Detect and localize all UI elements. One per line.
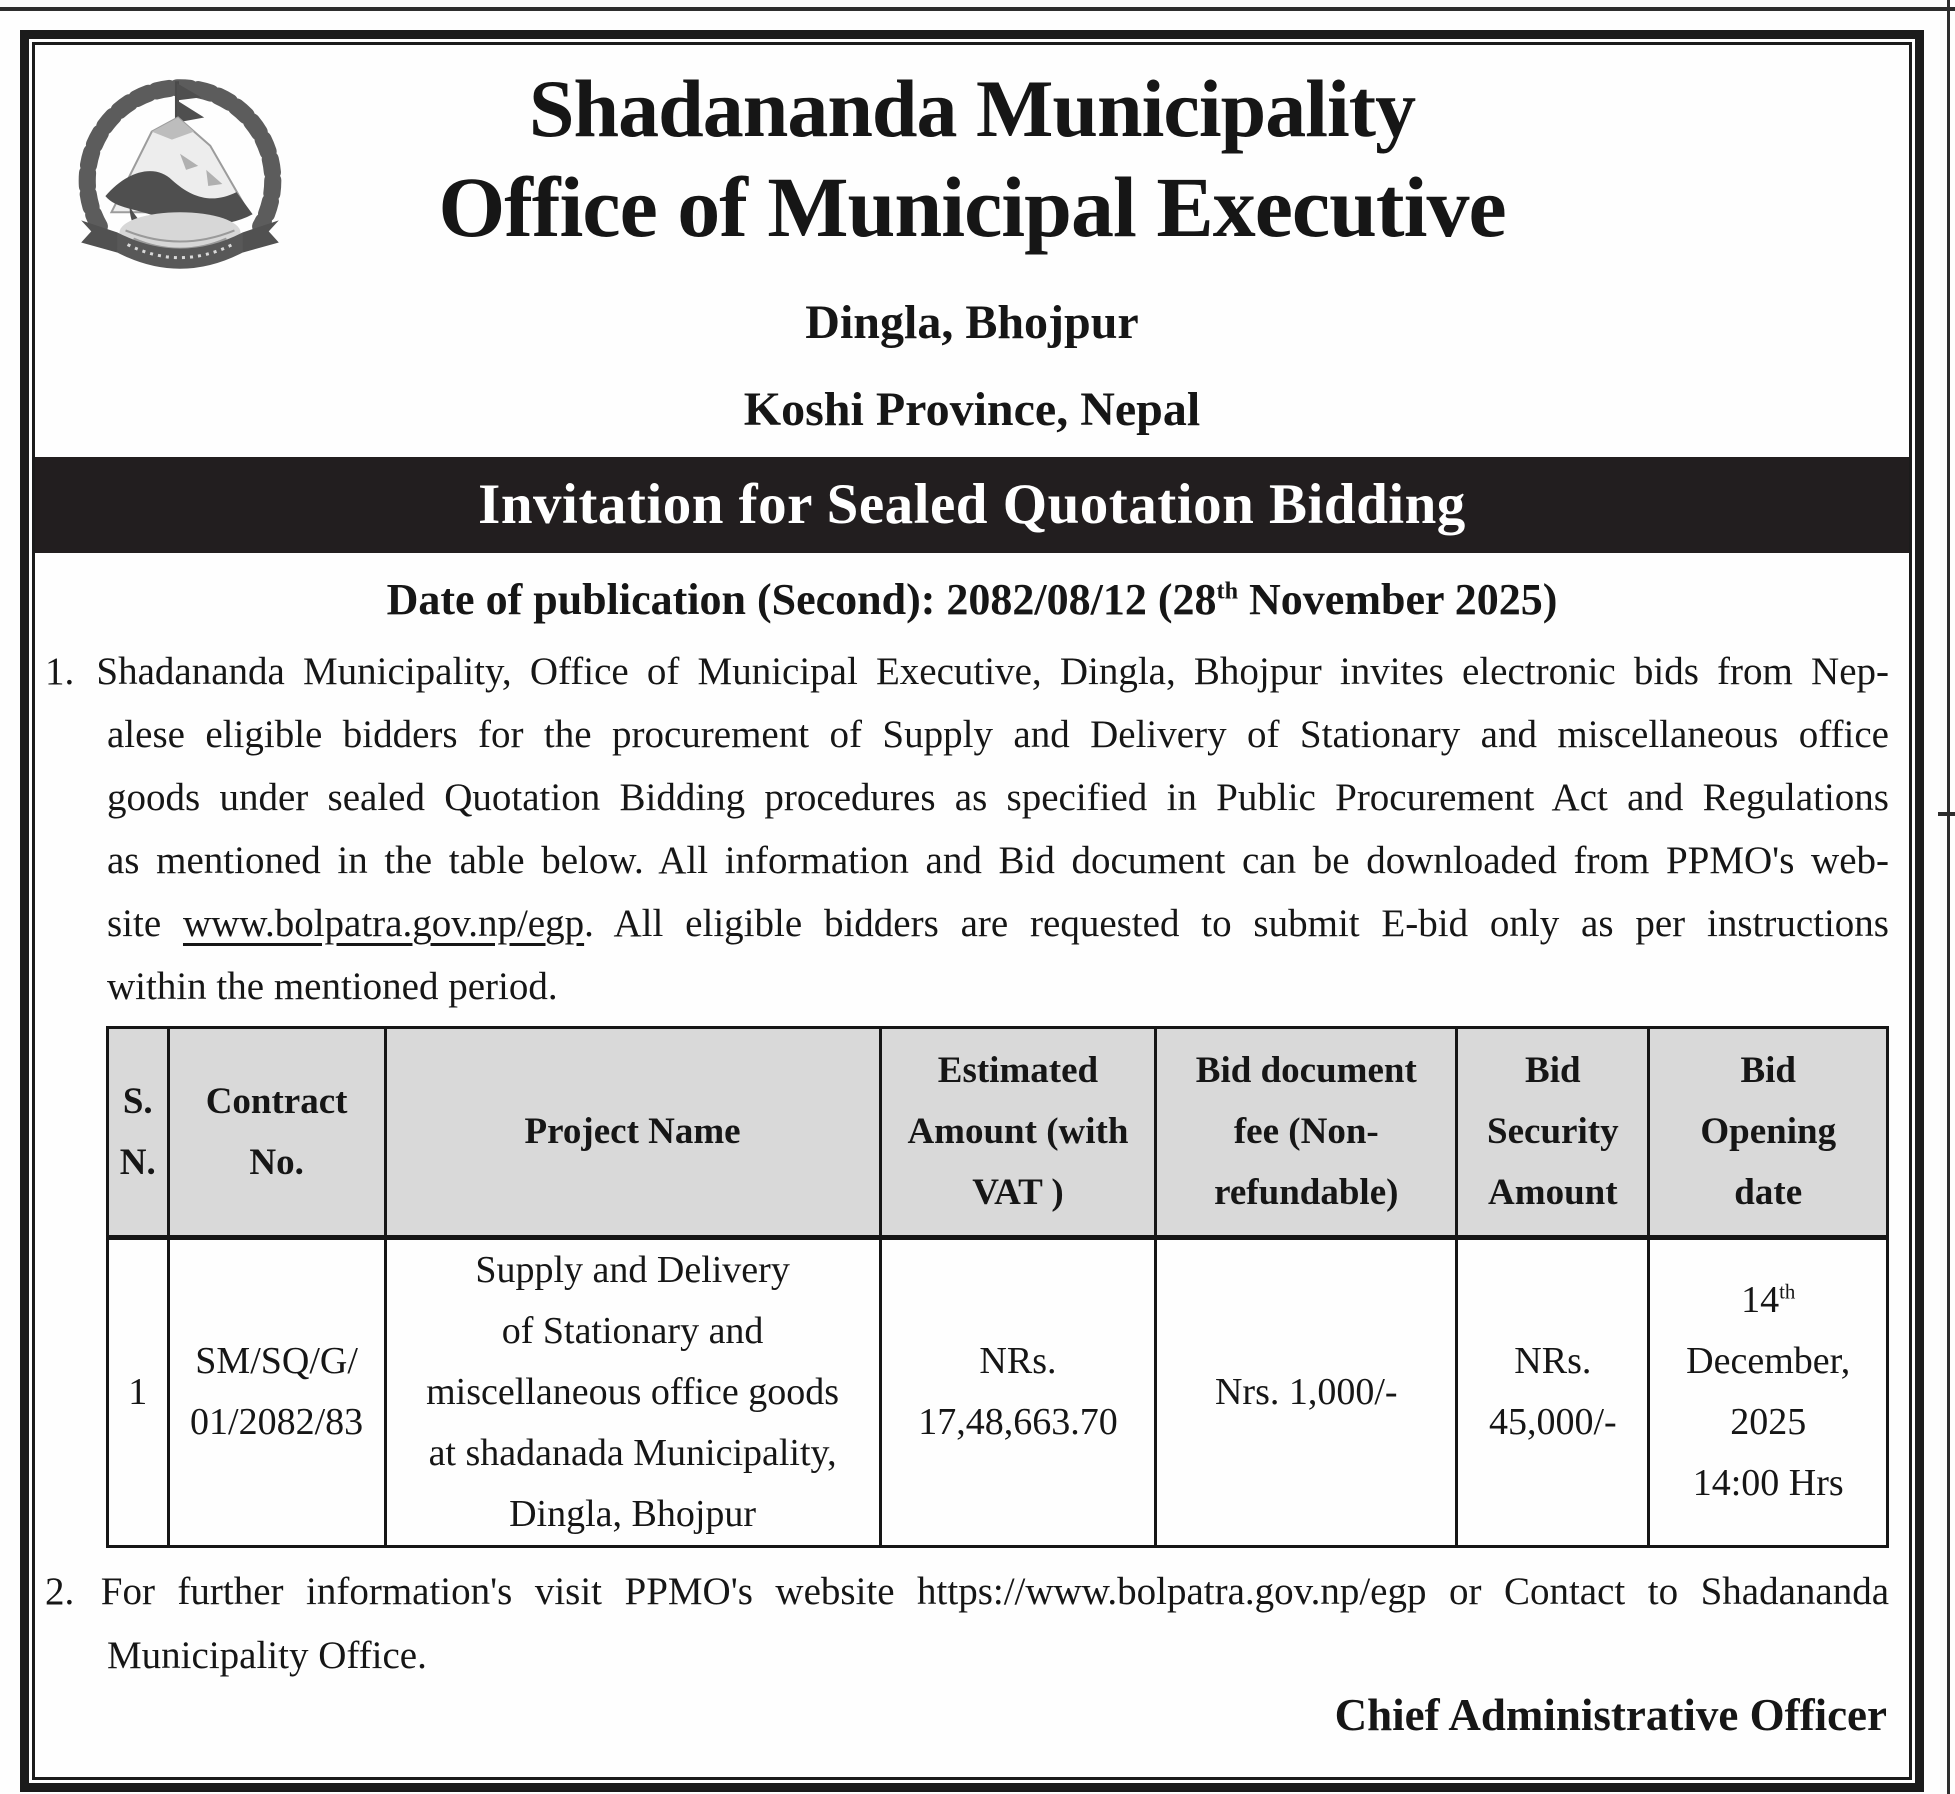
notice-item-1-line-6: within the mentioned period.	[107, 964, 558, 1008]
publication-date-prefix: Date of publication (Second): 2082/08/12 (28	[386, 575, 1217, 625]
notice-title-text: Invitation for Sealed Quotation Bidding	[478, 473, 1466, 537]
ppmo-website-link: www.bolpatra.gov.np/egp	[182, 901, 585, 945]
cell-bid-document-fee: Nrs. 1,000/-	[1156, 1237, 1457, 1546]
signatory-title: Chief Administrative Officer	[1334, 1689, 1887, 1740]
publication-date-line	[35, 575, 1909, 626]
item-1-marker: 1.	[45, 649, 75, 693]
col-header-sn: S. N.	[108, 1027, 169, 1237]
notice-item-2-line-2: Municipality Office.	[107, 1633, 427, 1677]
col-header-project-name: Project Name	[385, 1027, 880, 1237]
municipality-emblem-icon	[59, 73, 301, 285]
address-line-2: Koshi Province, Nepal	[743, 383, 1201, 437]
cell-project-name: Supply and Delivery of Stationary and miscellaneous office goods at shadanada Municipality, Dingla, Bhojpur	[385, 1237, 880, 1546]
bid-table	[106, 1026, 1889, 1548]
notice-title-banner	[35, 457, 1909, 553]
col-header-contract-no: Contract No.	[168, 1027, 385, 1237]
notice-frame	[20, 30, 1924, 1792]
cell-bid-opening-date: 14th December, 2025 14:00 Hrs	[1649, 1237, 1888, 1546]
notice-item-2	[45, 1560, 1889, 1688]
notice-item-1	[45, 640, 1889, 1018]
notice-item-2-line-1: 2. For further information's visit PPMO's website https://www.bolpatra.gov.np/egp or Contact to Shadananda	[45, 1569, 1890, 1613]
org-name-title: Shadananda Municipality	[528, 63, 1416, 154]
notice-item-1-line-4: as mentioned in the table below. All information and Bid document can be downloaded from PPMO's web-	[107, 838, 1889, 882]
col-header-bid-document-fee: Bid document fee (Non- refundable)	[1156, 1027, 1457, 1237]
bid-table-header-row	[108, 1027, 1888, 1237]
cell-contract-no: SM/SQ/G/ 01/2082/83	[168, 1237, 385, 1546]
bid-table-wrapper	[106, 1026, 1889, 1548]
cell-sn: 1	[108, 1237, 169, 1546]
cell-bid-security: NRs. 45,000/-	[1457, 1237, 1649, 1546]
publication-date-suffix: November 2025)	[1238, 575, 1558, 625]
col-header-bid-opening-date: Bid Opening date	[1649, 1027, 1888, 1237]
bid-table-row-1	[108, 1237, 1888, 1546]
notice-item-1-line-3: goods under sealed Quotation Bidding procedures as specified in Public Procurement Act and Regulations	[107, 775, 1889, 819]
notice-item-1-line-2: alese eligible bidders for the procurement of Supply and Delivery of Stationary and miscellaneous office	[107, 712, 1889, 756]
address-line-1: Dingla, Bhojpur	[805, 296, 1139, 350]
newspaper-column-tick	[1938, 812, 1955, 816]
newspaper-column-rule	[1947, 0, 1950, 1794]
notice-item-1-line-5: site www.bolpatra.gov.np/egp. All eligible bidders are requested to submit E-bid only as per instructions	[107, 901, 1889, 945]
publication-date-ordinal: th	[1216, 577, 1239, 605]
item-2-marker: 2.	[45, 1569, 75, 1613]
office-name-title: Office of Municipal Executive	[438, 158, 1506, 255]
notice-item-1-line-1: 1. Shadananda Municipality, Office of Municipal Executive, Dingla, Bhojpur invites electronic bids from Nep-	[45, 649, 1889, 693]
col-header-estimated-amount: Estimated Amount (with VAT )	[880, 1027, 1156, 1237]
col-header-bid-security: Bid Security Amount	[1457, 1027, 1649, 1237]
notice-frame-inner	[32, 42, 1912, 1780]
newspaper-top-rule	[0, 7, 1955, 11]
cell-estimated-amount: NRs. 17,48,663.70	[880, 1237, 1156, 1546]
